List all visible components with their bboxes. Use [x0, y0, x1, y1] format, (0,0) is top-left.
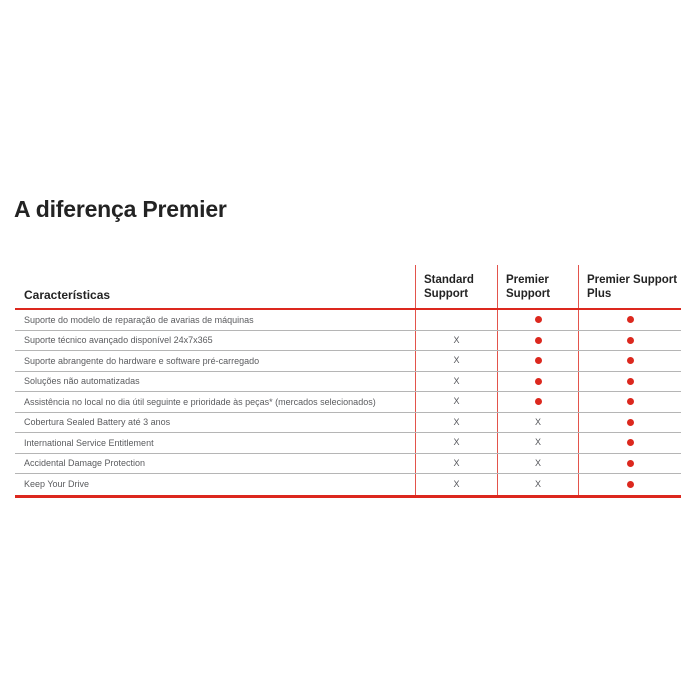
cell-premier-support — [497, 310, 578, 330]
cell-premier-support — [497, 372, 578, 392]
included-dot-icon — [535, 398, 542, 405]
table-row — [15, 392, 681, 413]
feature-label: Suporte do modelo de reparação de avarias de máquinas — [24, 314, 254, 325]
column-header-standard-support: Standard Support — [415, 265, 497, 308]
not-included-x-mark: X — [453, 416, 460, 427]
not-included-x-mark: X — [534, 437, 541, 448]
cell-premier-support-plus — [578, 454, 681, 474]
not-included-x-mark: X — [453, 334, 460, 345]
cell-premier-support-plus — [578, 351, 681, 371]
table-body — [15, 310, 681, 495]
included-dot-icon — [627, 439, 634, 446]
not-included-x-mark: X — [453, 457, 460, 468]
table-row — [15, 433, 681, 454]
features-column-header: Características — [24, 288, 111, 302]
not-included-x-mark: X — [453, 396, 460, 407]
included-dot-icon — [535, 316, 542, 323]
cell-premier-support — [497, 392, 578, 412]
included-dot-icon — [627, 419, 634, 426]
included-dot-icon — [627, 357, 634, 364]
not-included-x-mark: X — [453, 375, 460, 386]
cell-premier-support — [497, 331, 578, 351]
cell-premier-support — [497, 454, 578, 474]
cell-standard-support — [415, 413, 497, 433]
cell-premier-support — [497, 474, 578, 495]
included-dot-icon — [535, 378, 542, 385]
cell-premier-support — [497, 413, 578, 433]
included-dot-icon — [627, 460, 634, 467]
table-row — [15, 454, 681, 475]
comparison-table — [15, 265, 681, 498]
included-dot-icon — [627, 316, 634, 323]
not-included-x-mark: X — [453, 355, 460, 366]
table-row — [15, 372, 681, 393]
feature-label: Soluções não automatizadas — [24, 376, 140, 387]
cell-premier-support-plus — [578, 413, 681, 433]
cell-premier-support — [497, 351, 578, 371]
table-row — [15, 331, 681, 352]
included-dot-icon — [627, 337, 634, 344]
feature-label: Accidental Damage Protection — [24, 458, 146, 469]
cell-standard-support — [415, 392, 497, 412]
cell-standard-support — [415, 454, 497, 474]
cell-standard-support — [415, 372, 497, 392]
included-dot-icon — [627, 481, 634, 488]
feature-label: Suporte técnico avançado disponível 24x7x365 — [24, 335, 213, 346]
cell-premier-support-plus — [578, 433, 681, 453]
feature-label: Assistência no local no dia útil seguinte e prioridade às peças* (mercados selecionados) — [24, 396, 376, 407]
included-dot-icon — [627, 378, 634, 385]
table-bottom-rule — [15, 495, 681, 498]
cell-standard-support — [415, 331, 497, 351]
included-dot-icon — [627, 398, 634, 405]
cell-premier-support-plus — [578, 331, 681, 351]
column-header-premier-support-plus: Premier Support Plus — [578, 265, 681, 308]
cell-premier-support-plus — [578, 310, 681, 330]
cell-premier-support — [497, 433, 578, 453]
table-row — [15, 474, 681, 495]
cell-standard-support — [415, 474, 497, 495]
cell-standard-support — [415, 310, 497, 330]
page-title: A diferença Premier — [14, 196, 227, 222]
feature-label: International Service Entitlement — [24, 437, 154, 448]
feature-label: Cobertura Sealed Battery até 3 anos — [24, 417, 171, 428]
table-row — [15, 351, 681, 372]
not-included-x-mark: X — [534, 478, 541, 489]
column-header-premier-support: Premier Support — [497, 265, 578, 308]
cell-premier-support-plus — [578, 474, 681, 495]
not-included-x-mark: X — [453, 437, 460, 448]
cell-standard-support — [415, 351, 497, 371]
cell-premier-support-plus — [578, 392, 681, 412]
table-row — [15, 413, 681, 434]
table-row — [15, 310, 681, 331]
included-dot-icon — [535, 357, 542, 364]
not-included-x-mark: X — [534, 457, 541, 468]
table-header-row — [15, 265, 681, 308]
not-included-x-mark: X — [453, 478, 460, 489]
included-dot-icon — [535, 337, 542, 344]
cell-premier-support-plus — [578, 372, 681, 392]
cell-standard-support — [415, 433, 497, 453]
feature-label: Suporte abrangente do hardware e software pré-carregado — [24, 355, 260, 366]
feature-label: Keep Your Drive — [24, 479, 90, 490]
not-included-x-mark: X — [534, 416, 541, 427]
